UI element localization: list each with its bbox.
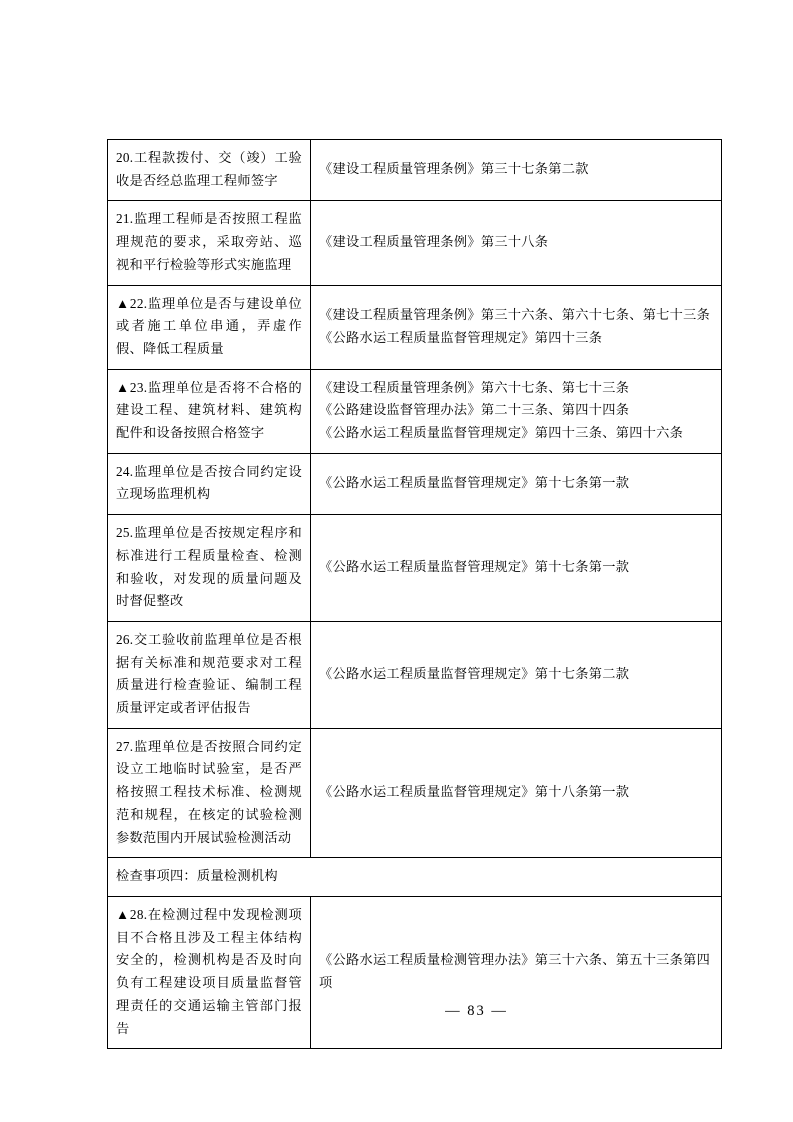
legal-basis-cell: 《公路水运工程质量监督管理规定》第十七条第一款 (311, 515, 722, 622)
cell-text-line: 《公路建设监督管理办法》第二十三条、第四十四条 (319, 402, 630, 418)
table-row (108, 453, 722, 514)
table-section-row (108, 858, 722, 897)
table-row (108, 515, 722, 622)
inspection-checklist-table (107, 139, 722, 1049)
legal-basis-cell: 《建设工程质量管理条例》第三十八条 (311, 201, 722, 285)
legal-basis-cell: 《建设工程质量管理条例》第三十七条第二款 (311, 140, 722, 201)
table-row (108, 621, 722, 728)
legal-basis-cell: 《公路水运工程质量检测管理办法》第三十六条、第五十三条第四项 (311, 896, 722, 1048)
cell-text-line: 《建设工程质量管理条例》第三十六条、第六十七条、第七十三条 (319, 306, 711, 322)
section-title: 检查事项四：质量检测机构 (108, 858, 722, 897)
cell-text-line: 《公路水运工程质量监督管理规定》第四十三条、第四十六条 (319, 425, 684, 441)
page-number: — 83 — (445, 1003, 508, 1019)
legal-basis-cell: 《公路水运工程质量监督管理规定》第十八条第一款 (311, 728, 722, 858)
checklist-item-cell: 26.交工验收前监理单位是否根据有关标准和规范要求对工程质量进行检查验证、编制工程质量评定或者评估报告 (108, 621, 311, 728)
cell-text-line: 《建设工程质量管理条例》第六十七条、第七十三条 (319, 379, 630, 395)
checklist-item-cell: ▲28.在检测过程中发现检测项目不合格且涉及工程主体结构安全的，检测机构是否及时向负有工程建设项目质量监督管理责任的交通运输主管部门报告 (108, 896, 311, 1048)
table-row (108, 285, 722, 369)
checklist-item-cell: 25.监理单位是否按规定程序和标准进行工程质量检查、检测和验收，对发现的质量问题及时督促整改 (108, 515, 311, 622)
table-body (108, 140, 722, 1049)
table-row (108, 201, 722, 285)
cell-text-line: 《公路水运工程质量监督管理规定》第四十三条 (319, 329, 603, 345)
checklist-item-cell: ▲23.监理单位是否将不合格的建设工程、建筑材料、建筑构配件和设备按照合格签字 (108, 369, 311, 453)
legal-basis-cell: 《公路水运工程质量监督管理规定》第十七条第二款 (311, 621, 722, 728)
checklist-item-cell: ▲22.监理单位是否与建设单位或者施工单位串通，弄虚作假、降低工程质量 (108, 285, 311, 369)
checklist-item-cell: 27.监理单位是否按照合同约定设立工地临时试验室，是否严格按照工程技术标准、检测规范和规程，在核定的试验检测参数范围内开展试验检测活动 (108, 728, 311, 858)
table-row (108, 140, 722, 201)
checklist-item-cell: 24.监理单位是否按合同约定设立现场监理机构 (108, 453, 311, 514)
legal-basis-cell (311, 369, 722, 453)
table-row (108, 369, 722, 453)
checklist-item-cell: 21.监理工程师是否按照工程监理规范的要求，采取旁站、巡视和平行检验等形式实施监理 (108, 201, 311, 285)
checklist-item-cell: 20.工程款拨付、交（竣）工验收是否经总监理工程师签字 (108, 140, 311, 201)
table-row (108, 896, 722, 1048)
legal-basis-cell: 《公路水运工程质量监督管理规定》第十七条第一款 (311, 453, 722, 514)
page-footer (0, 1003, 793, 1020)
legal-basis-cell (311, 285, 722, 369)
table-row (108, 728, 722, 858)
